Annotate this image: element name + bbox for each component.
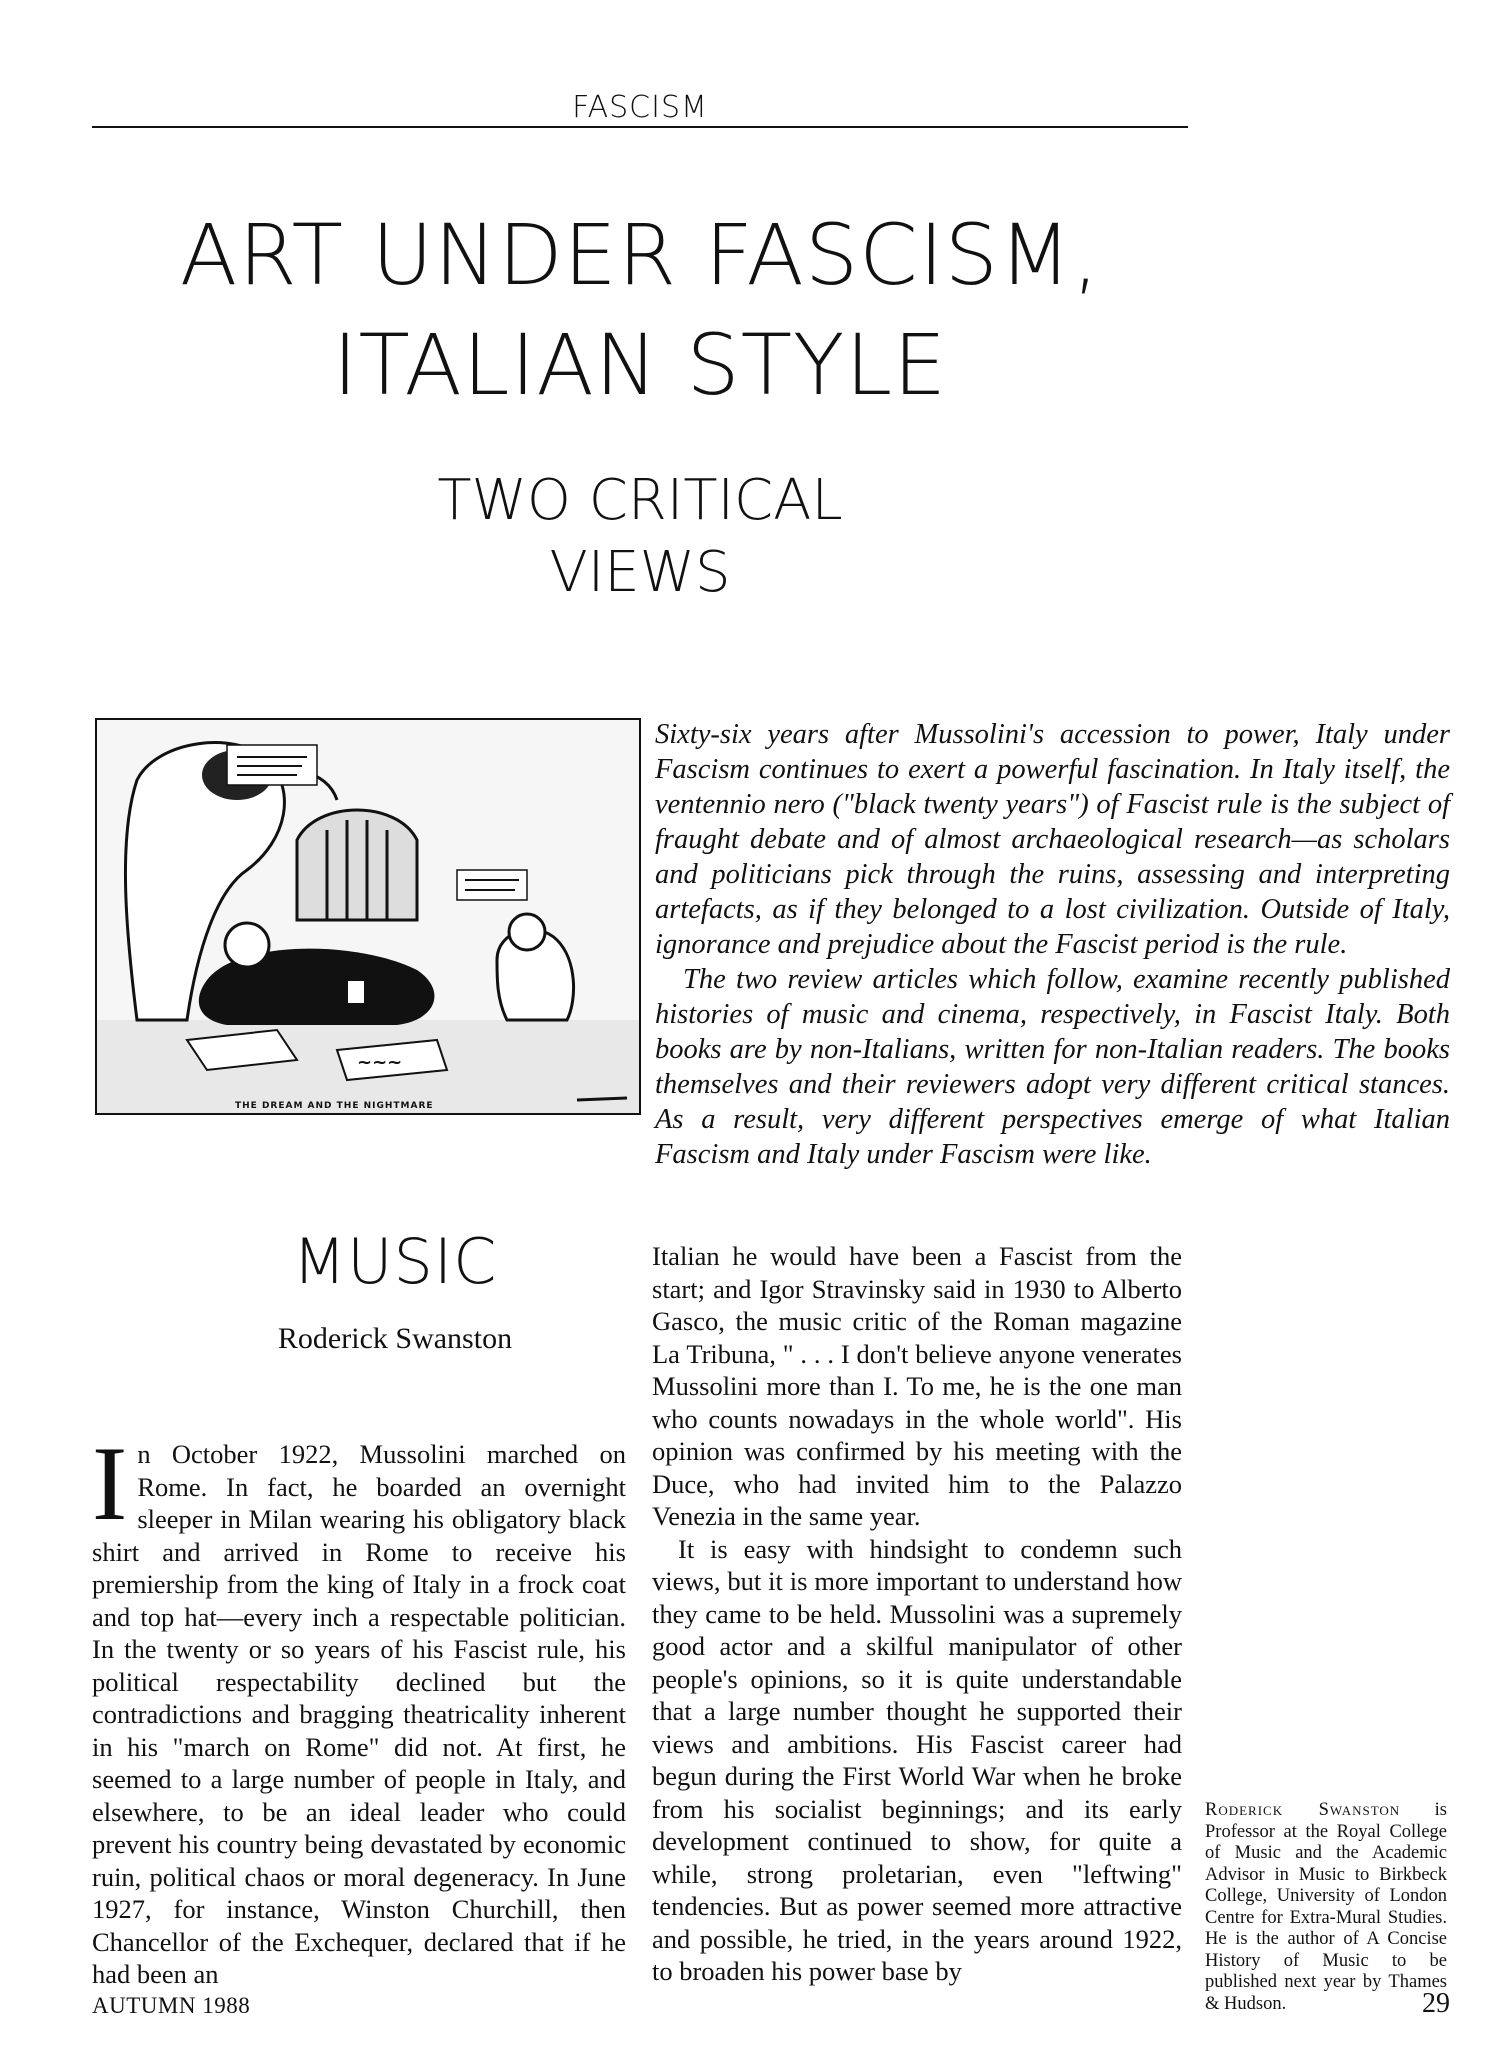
author-byline: Roderick Swanston xyxy=(277,1322,513,1355)
bio-name: Roderick Swanston xyxy=(1205,1800,1401,1820)
article-title xyxy=(92,200,1188,420)
bio-text: is Professor at the Royal College of Music and the Academic Advisor in Music to Birkbeck College, University of London Centre for Extra-Mural Studies. He is the author of A Concise History of Music to be published next year by Thames & Hudson. xyxy=(1205,1800,1447,2014)
political-cartoon-image xyxy=(95,718,641,1115)
drop-cap: I xyxy=(92,1425,128,1542)
column-1-text: n October 1922, Mussolini marched on Rome. In fact, he boarded an overnight sleeper in Milan wearing his obligatory black shirt and arrived in Rome to receive his premiership from the king of Italy in a frock coat and top hat—every inch a respectable politician. In the twenty or so years of his Fascist rule, his political respectability declined but the contradictions and bragging theatricality inherent in his "march on Rome" did not. At first, he seemed to a large number of people in Italy, and elsewhere, to be an ideal leader who could prevent his country being devastated by economic ruin, political chaos or moral degeneracy. In June 1927, for instance, Winston Churchill, then Chancellor of the Exchequer, declared that if he had been an xyxy=(92,1439,626,1989)
issue-label: AUTUMN 1988 xyxy=(92,1993,251,2018)
article-column-2 xyxy=(652,1240,1182,1988)
author-bio xyxy=(1205,1800,1447,2015)
article-column-1 xyxy=(92,1425,626,1991)
title-line-1: ART UNDER FASCISM, xyxy=(179,206,1101,304)
article-paragraph xyxy=(92,1425,626,1991)
intro-paragraph: The two review articles which follow, examine recently published histories of music and cinema, respectively, in Fascist Italy. Both books are by non-Italians, written for non-Italian readers. The books themselves and their reviewers adopt very different critical stances. As a result, very different perspectives emerge of what Italian Fascism and Italy under Fascism were like. xyxy=(655,964,1450,1170)
section-label: FASCISM xyxy=(572,90,708,125)
cartoon-illustration xyxy=(97,720,639,1113)
title-line-2: ITALIAN STYLE xyxy=(332,316,948,414)
intro-text xyxy=(655,717,1450,1172)
subtitle-line-2: VIEWS xyxy=(549,540,731,605)
header-rule xyxy=(92,126,1188,128)
intro-paragraph: Sixty-six years after Mussolini's accession to power, Italy under Fascism continues to exert a powerful fascination. In Italy itself, the ventennio nero ("black twenty years") of Fascist rule is the subject of fraught debate and of almost archaeological research—as scholars and politicians pick through the ruins, assessing and interpreting artefacts, as if they belonged to a lost civilization. Outside of Italy, ignorance and prejudice about the Fascist period is the rule. xyxy=(655,719,1450,960)
section-heading-music: MUSIC xyxy=(292,1225,498,1298)
article-paragraph: Italian he would have been a Fascist from the start; and Igor Stravinsky said in 1930 to Alberto Gasco, the music critic of the Roman magazine La Tribuna, " . . . I don't believe anyone venerates Mussolini more than I. To me, he is the one man who counts nowadays in the whole world". His opinion was confirmed by his meeting with the Duce, who had invited him to the Palazzo Venezia in the same year. xyxy=(652,1241,1182,1531)
subtitle xyxy=(400,465,880,609)
article-paragraph: It is easy with hindsight to condemn such views, but it is more important to understand how they came to be held. Mussolini was a supremely good actor and a skilful manipulator of other people's opinions, so it is quite understandable that a large number thought he supported their views and ambitions. His Fascist career had begun during the First World War when he broke from his socialist beginnings; and its early development continued to show, for quite a while, strong proletarian, even "leftwing" tendencies. But as power seemed more attractive and possible, he tried, in the years around 1922, to broaden his power base by xyxy=(652,1533,1182,1986)
svg-text:~~~: ~~~ xyxy=(357,1052,403,1073)
subtitle-line-1: TWO CRITICAL xyxy=(437,468,843,533)
cartoon-caption: THE DREAM AND THE NIGHTMARE xyxy=(235,1101,434,1111)
page-number: 29 xyxy=(1422,1988,1450,2019)
